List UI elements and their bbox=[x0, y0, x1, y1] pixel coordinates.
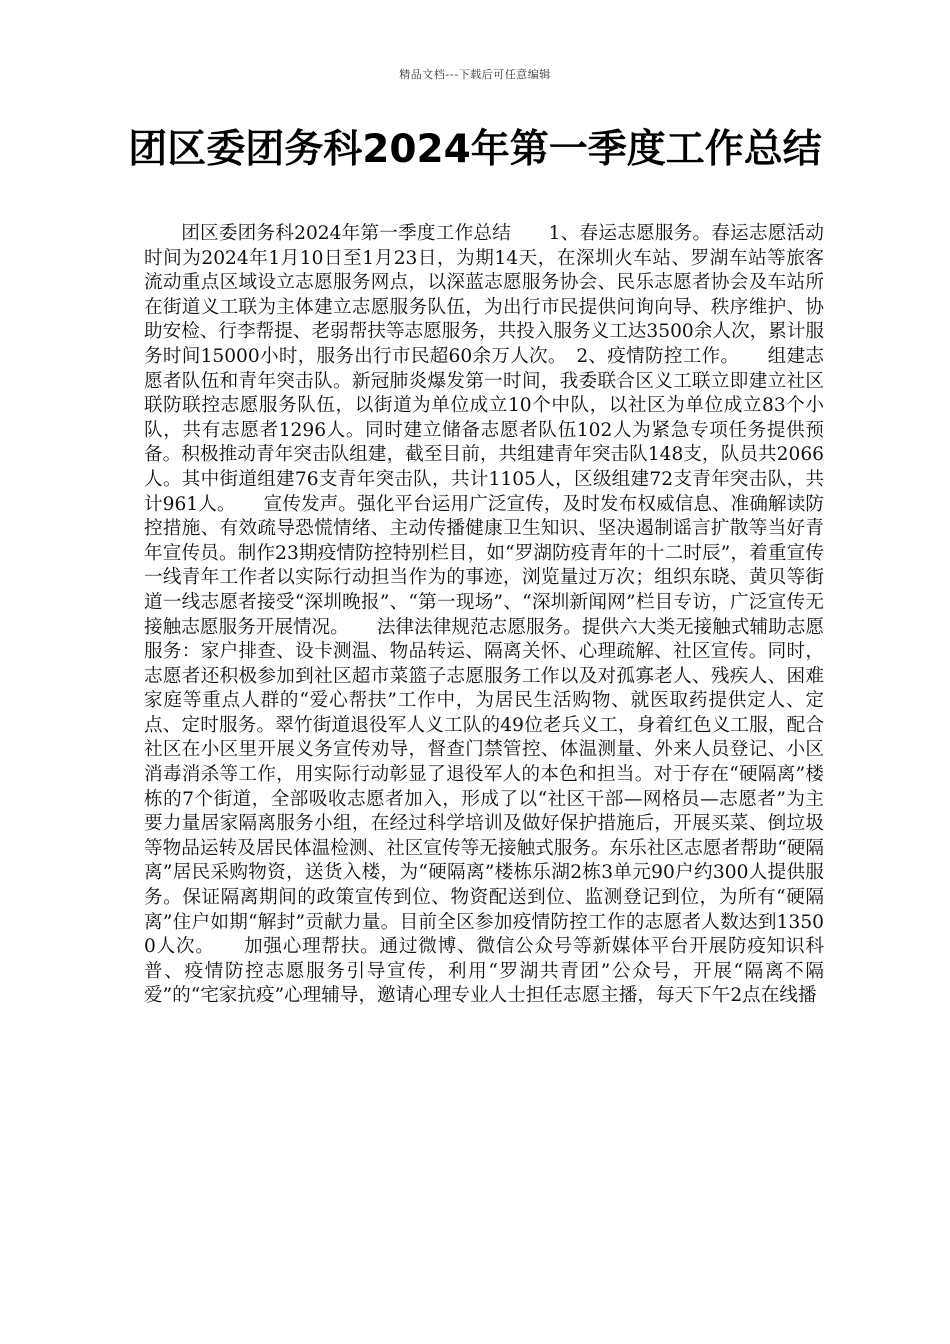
document-title: 团区委团务科2024年第一季度工作总结 bbox=[128, 127, 822, 172]
page-header-note: 精品文档---下载后可任意编辑 bbox=[399, 68, 551, 81]
document-body: 团区委团务科2024年第一季度工作总结 1、春运志愿服务。春运志愿活动时间为2024年1月10日至1月23日，为期14天，在深圳火车站、罗湖车站等旅客流动重点区域设立志愿服务网点，以深蓝志愿服务协会、民乐志愿者协会及车站所在街道义工联为主体建立志愿服务队伍，为出行市民提供问询向导、秩序维护、协助安检、行李帮提、老弱帮扶等志愿服务，共投入服务义工达3500余人次，累计服务时间15000小时，服务出行市民超60余万人次。 2、疫情防控工作。 组建志愿者队伍和青年突击队。新冠肺炎爆发第一时间，我委联合区义工联立即建立社区联防联控志愿服务队伍，以街道为单位成立10个中队，以社区为单位成立83个小队，共有志愿者1296人。同时建立储备志愿者队伍102人为紧急专项任务提供预备。积极推动青年突击队组建，截至目前，共组建青年突击队148支，队员共2066人。其中街道组建76支青年突击队，共计1105人，区级组建72支青年突击队，共计961人。 宣传发声。强化平台运用广泛宣传，及时发布权威信息、准确解读防控措施、有效疏导恐慌情绪、主动传播健康卫生知识、坚决遏制谣言扩散等当好青年宣传员。制作23期疫情防控特别栏目，如“罗湖防疫青年的十二时辰”，着重宣传一线青年工作者以实际行动担当作为的事迹，浏览量过万次；组织东晓、黄贝等街道一线志愿者接受“深圳晚报”、“第一现场”、“深圳新闻网”栏目专访，广泛宣传无接触志愿服务开展情况。 法律法律规范志愿服务。提供六大类无接触式辅助志愿服务：家户排查、设卡测温、物品转运、隔离关怀、心理疏解、社区宣传。同时，志愿者还积极参加到社区超市菜篮子志愿服务工作以及对孤寡老人、残疾人、困难家庭等重点人群的“爱心帮扶”工作中，为居民生活购物、就医取药提供定人、定点、定时服务。翠竹街道退役军人义工队的49位老兵义工，身着红色义工服，配合社区在小区里开展义务宣传劝导，督查门禁管控、体温测量、外来人员登记、小区消毒消杀等工作，用实际行动彰显了退役军人的本色和担当。对于存在“硬隔离”楼栋的7个街道，全部吸收志愿者加入，形成了以“社区干部—网格员—志愿者”为主要力量居家隔离服务小组，在经过科学培训及做好保护措施后，开展买菜、倒垃圾等物品运转及居民体温检测、社区宣传等无接触式服务。东乐社区志愿者帮助“硬隔离”居民采购物资，送货入楼，为“硬隔离”楼栋乐湖2栋3单元90户约300人提供服务。保证隔离期间的政策宣传到位、物资配送到位、监测登记到位，为所有“硬隔离”住户如期“解封”贡献力量。目前全区参加疫情防控工作的志愿者人数达到13500人次。 加强心理帮扶。通过微博、微信公众号等新媒体平台开展防疫知识科普、疫情防控志愿服务引导宣传，利用“罗湖共青团”公众号，开展“隔离不隔爱”的“宅家抗疫”心理辅导，邀请心理专业人士担任志愿主播，每天下午2点在线播 bbox=[144, 223, 824, 1007]
